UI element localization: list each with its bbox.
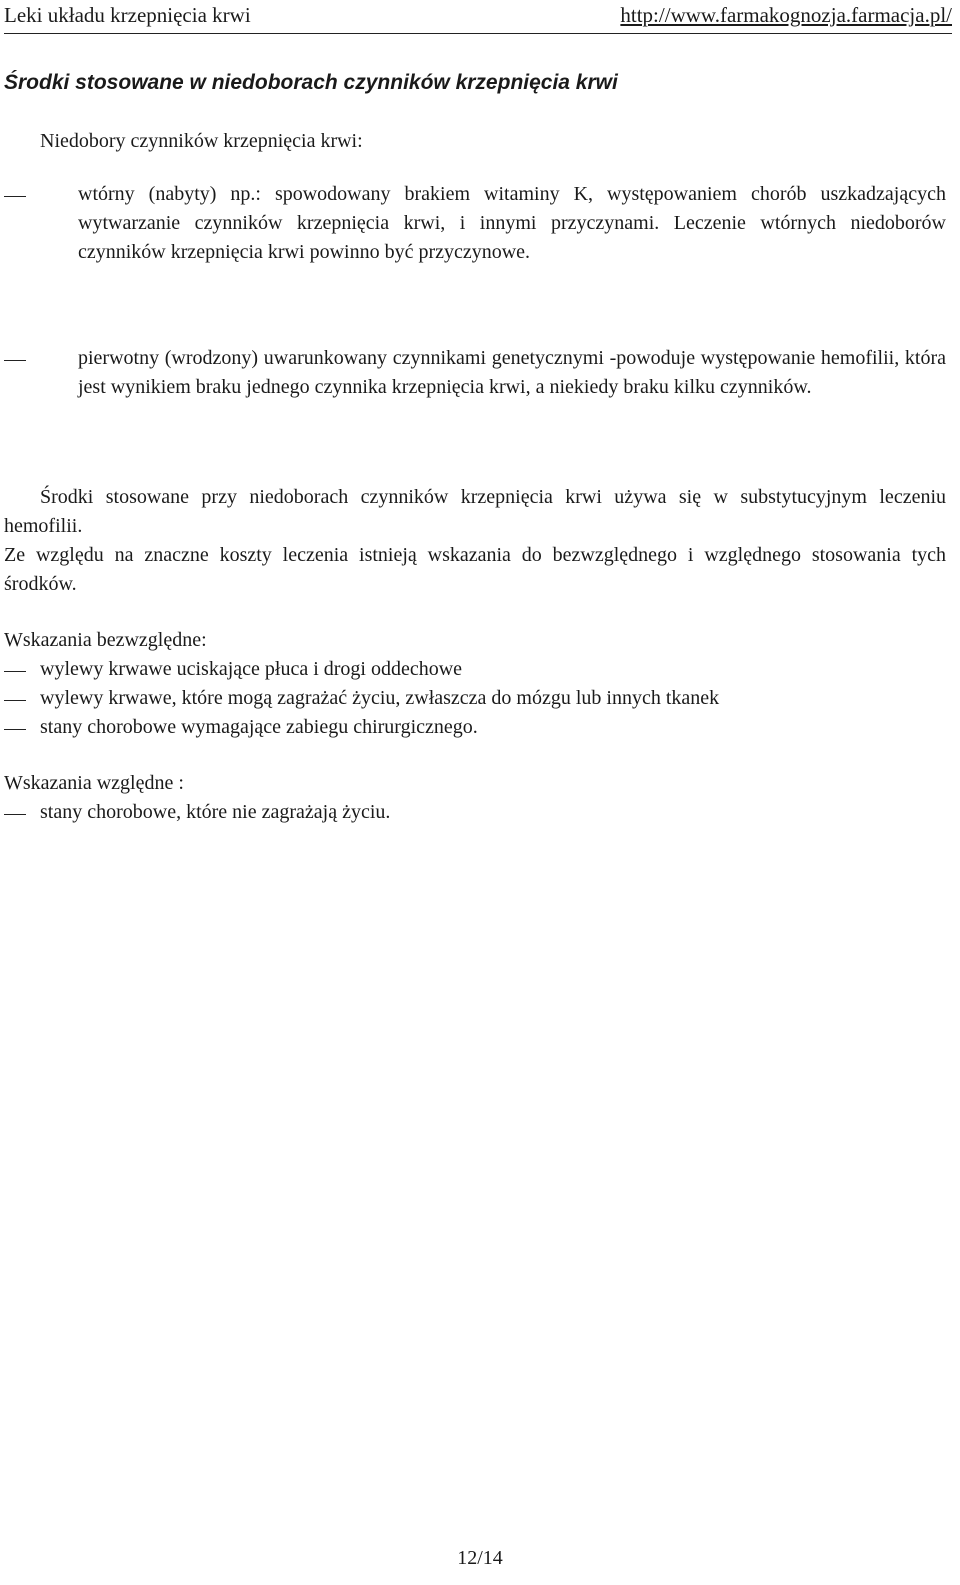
relative-indication-item: stany chorobowe, które nie zagrażają życiu. (40, 801, 391, 823)
absolute-indication-item: wylewy krwawe, które mogą zagrażać życiu, zwłaszcza do mózgu lub innych tkanek (40, 687, 720, 709)
absolute-indication-item: stany chorobowe wymagające zabiegu chirurgicznego. (40, 716, 478, 738)
absolute-indication-item: wylewy krwawe uciskające płuca i drogi oddechowe (40, 658, 463, 680)
list-dash (4, 360, 26, 361)
paragraph-costs: Ze względu na znaczne koszty leczenia istnieją wskazania do bezwzględnego i względnego stosowania tych środków. (4, 544, 946, 595)
list-dash (4, 814, 26, 815)
page-number: 12/14 (457, 1547, 503, 1569)
header-title: Leki układu krzepnięcia krwi (4, 3, 251, 27)
list-dash (4, 671, 26, 672)
relative-indications-heading: Wskazania względne : (4, 772, 184, 794)
absolute-indications-heading: Wskazania bezwzględne: (4, 629, 207, 651)
intro-text: Niedobory czynników krzepnięcia krwi: (40, 130, 363, 152)
deficiency-item-secondary: wtórny (nabyty) np.: spowodowany brakiem witaminy K, występowaniem chorób uszkadzających wytwarzanie czynników krzepnięcia krwi, i innymi przyczynami. Leczenie wtórnych niedoborów czynników krzepnięcia krwi powinno być przyczynowe. (78, 183, 946, 263)
list-dash (4, 196, 26, 197)
paragraph-substitution: Środki stosowane przy niedoborach czynników krzepnięcia krwi używa się w substytucyjnym leczeniu hemofilii. (4, 486, 946, 537)
page-header (4, 2, 952, 32)
list-dash (4, 700, 26, 701)
header-url-link[interactable]: http://www.farmakognozja.farmacja.pl/ (620, 3, 952, 27)
deficiency-item-primary: pierwotny (wrodzony) uwarunkowany czynnikami genetycznymi -powoduje występowanie hemofilii, która jest wynikiem braku jednego czynnika krzepnięcia krwi, a niekiedy braku kilku czynników. (78, 347, 946, 398)
header-divider (4, 33, 952, 34)
list-dash (4, 729, 26, 730)
section-title: Środki stosowane w niedoborach czynników krzepnięcia krwi (4, 71, 618, 94)
